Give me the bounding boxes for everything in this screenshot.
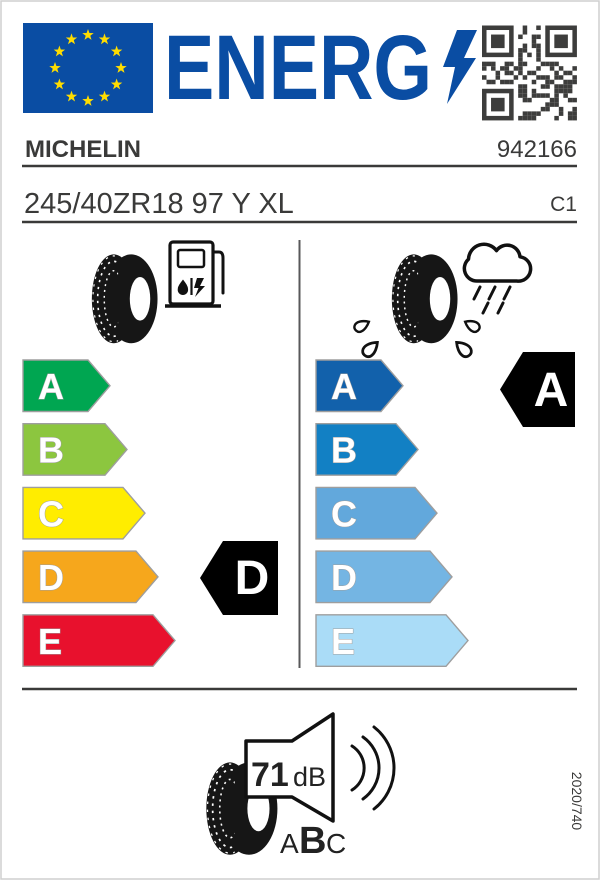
fuel-scale-label-a: A bbox=[38, 366, 64, 407]
qr-code-icon bbox=[482, 26, 577, 121]
noise-class-scale bbox=[280, 820, 346, 862]
regulation-number: 2020/740 bbox=[569, 771, 585, 831]
fuel-pump-icon bbox=[165, 242, 223, 306]
rain-cloud-icon bbox=[464, 244, 530, 313]
splash-icon bbox=[464, 316, 481, 334]
wet-rating-letter: A bbox=[533, 364, 569, 417]
splash-icon bbox=[352, 316, 369, 334]
noise-value: 71 bbox=[251, 756, 289, 794]
splash-icon bbox=[361, 338, 379, 359]
noise-class-a: A bbox=[280, 828, 299, 859]
eu-flag bbox=[23, 23, 153, 113]
wet-scale-label-a: A bbox=[331, 366, 357, 407]
wet-scale-label-c: C bbox=[331, 493, 357, 535]
wet-scale-arrow-a bbox=[316, 360, 403, 412]
sound-wave-icon bbox=[352, 727, 394, 809]
noise-class-c: C bbox=[326, 828, 347, 859]
fuel-scale-label-d: D bbox=[38, 557, 64, 599]
energy-wordmark: ENERG bbox=[164, 17, 432, 119]
wet-scale-label-e: E bbox=[331, 620, 356, 662]
wet-scale-label-d: D bbox=[331, 557, 357, 599]
tyre-class: C1 bbox=[550, 193, 577, 216]
fuel-scale-label-c: C bbox=[38, 493, 64, 535]
fuel-rating-letter: D bbox=[234, 552, 270, 605]
splash-icon bbox=[455, 338, 473, 359]
wet-tire-icon bbox=[392, 254, 458, 343]
noise-unit: dB bbox=[293, 762, 327, 792]
fuel-tire-icon bbox=[92, 254, 158, 343]
lightning-bolt-icon bbox=[443, 30, 477, 104]
fuel-scale-arrow-a bbox=[23, 360, 110, 412]
tyre-dimension: 245/40ZR18 97 Y XL bbox=[24, 188, 294, 220]
wet-scale-label-b: B bbox=[331, 429, 357, 471]
fuel-scale-label-b: B bbox=[38, 429, 64, 471]
noise-class-b: B bbox=[299, 820, 327, 862]
brand-name: MICHELIN bbox=[25, 136, 141, 163]
article-number: 942166 bbox=[496, 136, 577, 163]
fuel-scale-label-e: E bbox=[38, 620, 63, 662]
